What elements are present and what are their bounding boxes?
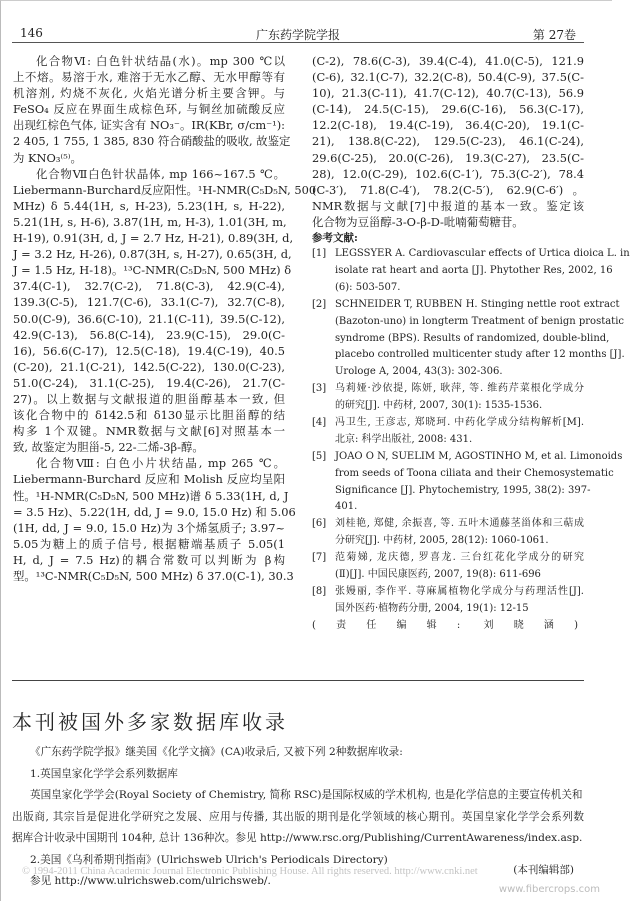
paragraph-line: 构多 1个双键。NMR数据与文献[6]对照基本一 (13, 424, 285, 439)
paragraph-line: 2 405, 1 755, 1 385, 830 符合硝酸盐的吸收, 故鉴定 (13, 134, 291, 149)
paragraph-line: 致, 故鉴定为胆甾-5, 22-二烯-3β-醇。 (13, 440, 204, 455)
notice-line: 《广东药学院学报》继美国《化学文摘》(CA)收录后, 又被下列 2种数据库收录: (30, 746, 403, 758)
paragraph-line: 化合物Ⅵ: 白色针状结晶(水)。mp 300 ℃以 (36, 54, 285, 68)
responsible-editor: (责任编辑: 刘晓涵) (312, 619, 578, 631)
paragraph-line: (1H, dd, J = 9.0, 15.0 Hz)为 3个烯氢质子; 3.97~ (13, 520, 285, 535)
paragraph-line: 化合物为豆甾醇-3-O-β-D-吡喃葡萄糖苷。 (312, 214, 524, 229)
paragraph-line: (C-20), 21.1(C-21), 142.5(C-22), 130.0(C-23), (13, 359, 285, 374)
reference-number: [8] (312, 585, 327, 597)
nmr-continuation (312, 53, 584, 230)
reference-text: 范菊娣, 龙庆德, 罗喜龙. 三台红花化学成分的研究 (335, 552, 584, 564)
reference-item (312, 415, 584, 449)
paragraph-line: 28), 12.0(C-29), 102.6(C-1′), 75.3(C-2′), 78.4 (312, 166, 584, 181)
paragraph-line: 42.9(C-13), 56.8(C-14), 23.9(C-15), 29.0(C- (13, 327, 285, 342)
paragraph-line: J = 3.2 Hz, H-26), 0.87(3H, s, H-27), 0.65(3H, d, (13, 247, 292, 262)
paragraph-line: 27)。以上数据与文献报道的胆甾醇基本一致, 但 (13, 391, 285, 406)
reference-number: [6] (312, 518, 327, 530)
paragraph-line: = 3.5 Hz)、5.22(1H, dd, J = 9.0, 15.0 Hz) 和 5.06 (13, 504, 296, 519)
paragraph-line: (C-6), 32.1(C-7), 32.2(C-8), 50.4(C-9), 37.5(C- (312, 70, 584, 85)
paragraph-line: 5.05为糖上的质子信号, 根据糖端基质子 5.05(1 (13, 536, 285, 551)
reference-line: (Ⅱ)[J]. 中国民康医药, 2007, 19(8): 611-696 (335, 569, 541, 581)
reference-line: (Bazoton-uno) in longterm Treatment of benign prostatic (335, 315, 624, 327)
paragraph-line: 50.0(C-9), 36.6(C-10), 21.1(C-11), 39.5(C-12), (13, 311, 285, 326)
paragraph-line: (C-14), 24.5(C-15), 29.6(C-16), 56.3(C-17), (312, 102, 584, 117)
notice-line: 据库合计收录中国期刊 104种, 总计 136种次。参见 http://www.rsc.org/Publishing/CurrentAwareness/index.asp. (12, 832, 583, 844)
paragraph-line: 10), 21.3(C-11), 41.7(C-12), 40.7(C-13), 56.9 (312, 86, 584, 101)
references-heading: 参考文献: (312, 232, 358, 245)
notice-line: 2.美国《乌利希期刊指南》(Ulrichsweb Ulrich's Periodicals Directory) (30, 853, 388, 866)
reference-line (312, 516, 584, 533)
reference-item (312, 550, 584, 584)
reference-item (312, 584, 584, 618)
paragraph-line: J = 1.5 Hz, H-18)。¹³C-NMR(C₅D₅N, 500 MHz) δ (13, 263, 292, 278)
reference-number: [3] (312, 383, 327, 395)
paragraph-line: 性。¹H-NMR(C₅D₅N, 500 MHz)谱 δ 5.33(1H, d, J (13, 488, 289, 503)
reference-number: [2] (312, 298, 327, 310)
paragraph-line: 化合物Ⅶ白色针状晶体, mp 166~167.5 ℃。 (36, 166, 285, 181)
journal-name: 广东药学院学报 (255, 28, 340, 42)
reference-text: JOAO O N, SUELIM M, AGOSTINHO M, et al. Limonoids (335, 450, 623, 462)
reference-number: [5] (312, 450, 327, 462)
reference-line: Significance [J]. Phytochemistry, 1995, 38(2): 397- (335, 484, 591, 496)
reference-text: 乌莉娅·沙依提, 陈妍, 耿萍, 等. 维药芹菜根化学成分 (335, 383, 584, 395)
reference-line (312, 381, 584, 398)
reference-line: 国外医药·植物药分册, 2004, 19(1): 12-15 (335, 602, 529, 614)
reference-item (312, 449, 623, 517)
paragraph-line: (C-3′), 71.8(C-4′), 78.2(C-5′), 62.9(C-6′)。 (312, 182, 584, 197)
paragraph-line: 型。¹³C-NMR(C₅D₅N, 500 MHz) δ 37.0(C-1), 30.3 (13, 569, 294, 583)
reference-line (312, 415, 584, 432)
paragraph-line: 该化合物中的 δ142.5和 δ130显示比胆甾醇的结 (13, 408, 285, 423)
paragraph-line: 139.3(C-5), 121.7(C-6), 33.1(C-7), 32.7(C-8), (13, 295, 285, 310)
reference-number: [4] (312, 417, 327, 429)
paragraph-line: MHz) δ 5.44(1H, s, H-23), 5.23(1H, s, H-22), (13, 198, 285, 213)
reference-line: (6): 503-507. (335, 281, 401, 293)
paragraph-line: 上不熔。易溶于水, 难溶于无水乙醇、无水甲醇等有 (13, 70, 285, 85)
reference-text: SCHNEIDER T, RUBBEN H. Stinging nettle root extract (335, 298, 620, 310)
reference-line: 的研究[J]. 中药材, 2007, 30(1): 1535-1536. (335, 400, 543, 412)
notice-line: 出版商, 其宗旨是促进化学研究之发展、应用与传播, 其出版的期刊是化学领域的核心期刊。英国皇家化学学会系列数 (12, 810, 584, 823)
paragraph-line: 29.6(C-25), 20.0(C-26), 19.3(C-27), 23.5(C- (312, 150, 584, 165)
paragraph-line: 51.0(C-24), 31.1(C-25), 19.4(C-26), 21.7(C- (13, 375, 285, 390)
reference-text: 刘桂艳, 郑健, 余振喜, 等. 五叶木通藤茎甾体和三萜成 (335, 518, 584, 530)
reference-number: [1] (312, 248, 327, 260)
paragraph-line: 16), 56.6(C-17), 12.5(C-18), 19.4(C-19), 40.5 (13, 343, 285, 358)
notice-line: 英国皇家化学学会(Royal Society of Chemistry, 简称 RSC)是国际权威的学术机构, 也是化学信息的主要宣传机关和 (30, 789, 583, 801)
reference-line (312, 449, 623, 466)
volume-label: 第 27卷 (532, 28, 576, 42)
paragraph-line: 21), 138.8(C-22), 129.5(C-23), 46.1(C-24), (312, 134, 584, 149)
reference-line (312, 246, 630, 263)
paragraph-line: 37.4(C-1), 32.7(C-2), 71.8(C-3), 42.9(C-4), (13, 279, 285, 294)
reference-line: from seeds of Toona ciliata and their Chemosystematic (335, 467, 614, 479)
running-header (12, 24, 584, 43)
reference-line: placebo controlled multicenter study after 12 months [J]. (335, 349, 625, 361)
notice-line: 1.英国皇家化学学会系列数据库 (30, 767, 178, 780)
reference-text: LEGSSYER A. Cardiovascular effects of Urtica dioica L. in (335, 248, 630, 260)
paragraph-line: Liebermann-Burchard反应阳性。¹H-NMR(C₅D₅N, 500 (13, 182, 317, 197)
reference-line: 分研究[J]. 中药材, 2005, 28(12): 1060-1061. (335, 535, 549, 547)
left-column (13, 53, 317, 584)
page-number: 146 (20, 26, 43, 40)
reference-number: [7] (312, 552, 327, 564)
paragraph-line: 为 KNO₃⁽⁵⁾。 (13, 150, 82, 165)
reference-line: 北京: 科学出版社, 2008: 431. (335, 433, 473, 445)
paragraph-line: FeSO₄ 反应在界面生成棕色环, 与铜丝加硫酸反应 (13, 102, 285, 117)
notice-title: 本刊被国外多家数据库收录 (12, 710, 288, 734)
reference-line (312, 297, 620, 314)
reference-text: 张嫚丽, 李作平. 荨麻属植物化学成分与药理活性[J]. (335, 585, 584, 597)
reference-line (312, 550, 584, 567)
copyright-footer: © 1994-2011 China Academic Journal Electronic Publishing House. All rights reserved. http://www.cnki.net (22, 866, 478, 877)
reference-item (312, 381, 584, 415)
reference-line: Urologe A, 2004, 43(3): 302-306. (335, 366, 503, 378)
paragraph-line: H-19), 0.91(3H, d, J = 2.7 Hz, H-21), 0.89(3H, d, (13, 231, 294, 246)
paragraph-line: (C-2), 78.6(C-3), 39.4(C-4), 41.0(C-5), 121.9 (312, 54, 584, 68)
paragraph-line: 机溶剂, 灼烧不灰化, 火焰光谱分析主要含钾。与 (13, 86, 285, 101)
reference-item (312, 246, 630, 297)
reference-line (312, 584, 584, 601)
references-list (312, 246, 630, 618)
paragraph-line: NMR数据与文献[7]中报道的基本一致。鉴定该 (312, 198, 584, 213)
reference-line: isolate rat heart and aorta [J]. Phytother Res, 2002, 16 (335, 265, 613, 277)
reference-item (312, 516, 584, 550)
paragraph-line: 化合物Ⅷ: 白色小片状结晶, mp 265 ℃。 (36, 456, 285, 471)
section-divider (12, 680, 584, 681)
notice-line: 参见 http://www.ulrichsweb.com/ulrichsweb/. (30, 875, 271, 887)
paragraph-line: H, d, J = 7.5 Hz)的耦合常数可以判断为 β构 (13, 552, 285, 567)
reference-line: 401. (335, 501, 358, 513)
paragraph-line: Liebermann-Burchard 反应和 Molish 反应均呈阳 (13, 472, 285, 487)
notice-signature: (本刊编辑部) (513, 864, 574, 876)
reference-line: syndrome (BPS). Results of randomized, double-blind, (335, 332, 610, 344)
right-column (312, 53, 630, 634)
reference-text: 冯卫生, 王彦志, 郑晓珂. 中药化学成分结构解析[M]. (335, 417, 584, 429)
paragraph-line: 出现红棕色气体, 证实含有 NO₃⁻。IR(KBr, σ/cm⁻¹): (13, 118, 285, 133)
paragraph-line: 5.21(1H, s, H-6), 3.87(1H, m, H-3), 1.01(3H, m, (13, 214, 287, 229)
watermark: www.fibercrops.com (498, 884, 600, 895)
reference-item (312, 297, 625, 381)
paragraph-line: 12.2(C-18), 19.4(C-19), 36.4(C-20), 19.1(C- (312, 118, 584, 133)
